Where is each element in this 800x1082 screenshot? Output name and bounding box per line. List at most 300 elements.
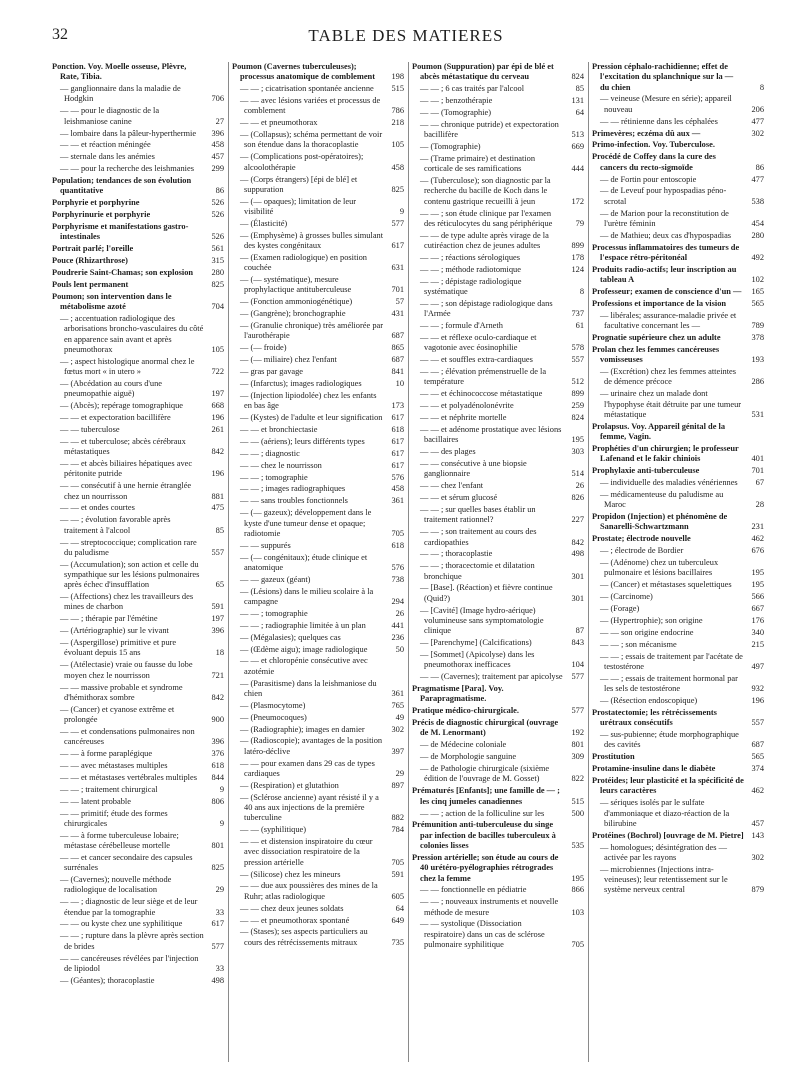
index-entry-text: — (Hypertrophie); son origine <box>600 615 703 625</box>
index-entry-text: — (Adénome) chez un tuberculeux pulmonaire et lésions bacillaires <box>600 558 719 578</box>
index-entry-page: 33 <box>215 907 224 917</box>
index-entry-page: 396 <box>211 626 224 636</box>
index-entry-text: Pression artérielle; son étude au cours de 40 urétéro-pyélographies rétrogrades chez la femme <box>412 852 559 883</box>
index-entry-text: — (Respiration) et glutathion <box>240 780 339 790</box>
index-entry-text: — — et cancer secondaire des capsules surrénales <box>60 852 193 873</box>
index-entry <box>412 265 584 275</box>
index-entry-text: Précis de diagnostic chirurgical (ouvrage de M. Lenormant) <box>412 718 559 738</box>
index-entry-page: 531 <box>751 409 764 419</box>
index-entry <box>232 484 404 494</box>
index-entry-text: Porphyrisme et manifestations gastro-intestinales <box>52 222 189 242</box>
index-entry-text: — — primitif; étude des formes chirurgicales <box>60 808 168 828</box>
index-entry-page: 176 <box>751 615 764 625</box>
index-entry-text: Poumon (Suppuration) par épi de blé et abcès métastatique du cerveau <box>412 62 554 82</box>
index-entry-page: 87 <box>575 626 584 636</box>
index-entry-page: 397 <box>391 746 404 756</box>
index-entry-text: — — due aux poussières des mines de la Ruhr; atlas radiologique <box>240 881 378 901</box>
index-entry-text: Professeur; examen de conscience d'un — <box>592 287 742 297</box>
index-entry-page: 309 <box>571 752 584 762</box>
index-entry <box>412 706 584 716</box>
index-entry-page: 578 <box>571 343 584 353</box>
index-entry-text: Protéines (Bochrol) [ouvrage de M. Pietre] <box>592 830 744 840</box>
index-entry-page: 932 <box>751 684 764 694</box>
index-entry <box>412 142 584 152</box>
index-entry-text: — — ; essais de traitement par l'acétate de testostérone <box>600 651 743 671</box>
index-entry-page: 259 <box>571 401 584 411</box>
index-entry-page: 722 <box>211 367 224 377</box>
index-entry-page: 18 <box>215 648 224 658</box>
index-entry <box>52 875 224 896</box>
index-entry-text: — (Radioscopie); avantages de la position latéro-déclive <box>240 736 383 756</box>
index-entry <box>52 831 224 852</box>
index-entry <box>232 275 404 296</box>
index-entry-page: 605 <box>391 891 404 901</box>
index-entry-text: — gras par gavage <box>240 367 304 377</box>
index-entry <box>52 268 224 278</box>
index-entry-text: — — (aériens); leurs différents types <box>240 436 365 446</box>
index-entry <box>412 154 584 175</box>
index-entry-page: 64 <box>575 107 584 117</box>
index-entry-page: 301 <box>571 593 584 603</box>
index-entry-page: 687 <box>751 740 764 750</box>
index-entry-page: 617 <box>211 919 224 929</box>
index-entry <box>592 580 764 590</box>
index-entry-page: 899 <box>571 241 584 251</box>
index-entry <box>52 797 224 807</box>
index-entry <box>52 638 224 659</box>
index-entry <box>52 705 224 726</box>
index-entry-text: — — et expectoration bacillifère <box>60 413 171 423</box>
index-entry-text: — — ; images radiographiques <box>240 484 346 494</box>
index-entry-text: — (Carcinome) <box>600 592 653 602</box>
index-entry-page: 561 <box>211 244 224 254</box>
index-entry-text: — (Complications post-opératoires); alcoolothérapie <box>240 152 364 172</box>
index-entry-page: 57 <box>395 297 404 307</box>
index-entry-page: 687 <box>391 355 404 365</box>
index-entry-page: 825 <box>211 863 224 873</box>
index-entry <box>592 422 764 443</box>
index-entry <box>592 592 764 602</box>
index-entry-page: 801 <box>571 740 584 750</box>
index-entry <box>232 609 404 619</box>
index-entry-page: 462 <box>751 534 764 544</box>
index-entry <box>52 379 224 400</box>
index-entry-page: 86 <box>755 162 764 172</box>
index-entry-page: 477 <box>751 116 764 126</box>
index-entry-page: 301 <box>571 571 584 581</box>
index-entry-text: — (Œdème aigu); image radiologique <box>240 644 368 654</box>
index-entry-page: 218 <box>391 118 404 128</box>
index-entry <box>52 626 224 636</box>
index-entry-text: — microbiennes (Injections intra-veineuses); leur retentissement sur le système nerveux central <box>600 864 728 895</box>
index-entry-page: 526 <box>211 198 224 208</box>
index-entry-text: — — ou kyste chez une syphilitique <box>60 919 183 929</box>
index-entry <box>412 752 584 762</box>
index-entry-text: — (Abcès); repérage tomographique <box>60 401 184 411</box>
index-entry-page: 172 <box>571 196 584 206</box>
index-entry-text: — — sans troubles fonctionnels <box>240 496 348 506</box>
index-entry-text: — (Plasmocytome) <box>240 700 306 710</box>
index-entry-text: — — et abcès biliaires hépatiques avec péritonite putride <box>60 459 193 479</box>
index-entry <box>412 209 584 230</box>
index-entry-page: 458 <box>391 484 404 494</box>
index-entry <box>52 176 224 197</box>
index-entry-text: — — systolique (Dissociation respiratoire) dans un cas de sclérose pulmonaire syphilitique <box>420 919 545 950</box>
index-entry-text: — — et néphrite mortelle <box>420 413 507 423</box>
index-entry-text: — (Atélectasie) vraie ou fausse du lobe moyen chez le nourrisson <box>60 660 193 680</box>
index-entry <box>232 553 404 574</box>
index-entry-page: 361 <box>391 496 404 506</box>
index-entry <box>592 299 764 309</box>
index-entry-page: 565 <box>751 752 764 762</box>
index-entry <box>412 820 584 851</box>
index-entry-page: 49 <box>395 712 404 722</box>
index-entry-page: 124 <box>571 264 584 274</box>
index-entry-text: — — ; action de la folliculine sur les <box>420 808 545 818</box>
index-entry <box>52 280 224 290</box>
index-entry-page: 841 <box>391 367 404 377</box>
index-entry <box>592 534 764 544</box>
index-entry-text: — sus-pubienne; étude morphographique des cavités <box>600 730 739 750</box>
index-entry-page: 826 <box>571 493 584 503</box>
index-entry <box>592 231 764 241</box>
index-entry-page: 566 <box>751 592 764 602</box>
index-entry <box>412 672 584 682</box>
index-entry-text: Primo-infection. Voy. Tuberculose. <box>592 140 715 150</box>
index-entry <box>592 546 764 556</box>
index-entry-page: 431 <box>391 309 404 319</box>
index-entry-page: 454 <box>751 218 764 228</box>
index-entry-text: — (Gangrène); bronchographie <box>240 309 346 319</box>
index-entry-page: 193 <box>751 355 764 365</box>
index-entry-page: 577 <box>211 941 224 951</box>
index-entry-text: — — tuberculose <box>60 424 120 434</box>
index-entry-text: — — son origine endocrine <box>600 627 694 637</box>
index-entry-page: 302 <box>391 724 404 734</box>
index-entry <box>232 633 404 643</box>
index-entry-page: 178 <box>571 252 584 262</box>
index-entry <box>232 309 404 319</box>
index-entry <box>412 389 584 399</box>
index-entry-page: 457 <box>211 152 224 162</box>
index-entry-text: — (Forage) <box>600 604 640 614</box>
index-entry-page: 444 <box>571 164 584 174</box>
index-entry <box>232 253 404 274</box>
index-entry <box>232 781 404 791</box>
index-entry-page: 822 <box>571 774 584 784</box>
index-entry-text: — — ; méthode radiotomique <box>420 264 521 274</box>
index-column-2 <box>232 62 404 1062</box>
index-entry-text: Ponction. Voy. Moelle osseuse, Plèvre, Rate, Tibia. <box>52 62 187 82</box>
index-entry-text: — (Tomographie) <box>420 142 481 152</box>
index-entry-text: — — ; thoracectomie et dilatation bronchique <box>420 561 535 581</box>
index-entry-page: 378 <box>751 333 764 343</box>
index-entry-page: 67 <box>755 478 764 488</box>
index-entry-page: 9 <box>219 784 224 794</box>
index-entry-page: 701 <box>751 466 764 476</box>
index-entry <box>232 449 404 459</box>
index-entry-page: 676 <box>751 546 764 556</box>
index-entry-text: — (Sclérose ancienne) ayant résisté il y a 40 ans aux injections de la première tuberculine <box>240 792 379 823</box>
index-entry <box>412 684 584 705</box>
index-entry-text: — de Morphologie sanguine <box>420 752 517 762</box>
index-entry <box>592 764 764 774</box>
index-entry <box>52 437 224 458</box>
index-entry-page: 196 <box>751 696 764 705</box>
index-entry-page: 9 <box>219 818 224 828</box>
index-entry-text: Porphyrie et porphyrine <box>52 198 140 208</box>
index-entry-text: — — de type adulte après virage de la cutiréaction chez de jeunes adultes <box>420 230 549 251</box>
index-entry <box>232 152 404 173</box>
index-entry-text: — (Infarctus); images radiologiques <box>240 379 362 388</box>
index-entry <box>592 287 764 297</box>
index-entry <box>592 478 764 488</box>
index-entry-page: 374 <box>751 764 764 774</box>
index-entry-page: 50 <box>395 644 404 654</box>
index-entry-page: 526 <box>211 210 224 220</box>
index-entry <box>232 379 404 389</box>
index-entry-page: 143 <box>751 830 764 840</box>
index-entry <box>592 209 764 230</box>
index-entry-page: 10 <box>395 379 404 388</box>
index-entry-page: 897 <box>391 780 404 790</box>
index-entry <box>412 606 584 637</box>
index-entry-text: Processus inflammatoires des tumeurs de l'espace rétro-péritonéal <box>592 242 740 262</box>
index-entry-page: 865 <box>391 343 404 353</box>
index-entry-text: — (Mégalasies); quelques cas <box>240 632 341 642</box>
index-entry-page: 131 <box>571 96 584 106</box>
index-entry <box>232 84 404 94</box>
index-entry <box>412 401 584 411</box>
index-entry <box>232 679 404 700</box>
index-entry-page: 26 <box>395 608 404 618</box>
index-entry <box>592 604 764 614</box>
index-entry <box>232 437 404 447</box>
index-entry-page: 376 <box>211 749 224 759</box>
index-entry-text: Prostate; électrode nouvelle <box>592 534 691 544</box>
index-entry-text: — (Excrétion) chez les femmes atteintes de démence précoce <box>600 367 737 387</box>
index-entry <box>52 244 224 254</box>
index-entry-page: 401 <box>751 454 764 464</box>
index-entry <box>412 493 584 503</box>
index-entry-page: 196 <box>211 413 224 423</box>
index-entry-text: — — et pneumothorax <box>240 118 318 128</box>
index-entry-page: 195 <box>571 873 584 883</box>
index-entry <box>232 725 404 735</box>
index-entry-text: Prolan chez les femmes cancéreuses vomisseuses <box>592 344 720 365</box>
index-entry-text: Produits radio-actifs; leur inscription au tableau A <box>592 264 737 285</box>
index-entry-text: — — à forme tuberculeuse lobaire; métastase cérébelleuse mortelle <box>60 830 179 851</box>
index-entry <box>412 885 584 895</box>
index-entry <box>592 752 764 762</box>
index-entry <box>592 466 764 476</box>
index-entry <box>52 106 224 127</box>
index-entry-text: — — ; thoracoplastie <box>420 549 493 559</box>
page-header <box>52 26 760 52</box>
index-entry-text: — — ; benzothérapie <box>420 96 493 106</box>
index-entry-page: 227 <box>571 515 584 525</box>
index-entry-text: — (— gazeux); développement dans le kyste d'une tumeur dense et opaque; radiotomie <box>240 508 372 538</box>
index-entry <box>232 96 404 117</box>
index-entry-text: — — et réflexe oculo-cardiaque et vagotonie avec éosinophilie <box>420 333 537 353</box>
index-entry <box>412 355 584 365</box>
index-entry <box>412 549 584 559</box>
index-entry-text: — — suppurés <box>240 540 291 550</box>
index-entry <box>232 130 404 151</box>
index-entry-text: — — ; réactions sérologiques <box>420 252 521 262</box>
index-entry-text: — — ; essais de traitement hormonal par les sels de testostérone <box>600 673 738 694</box>
index-entry <box>232 297 404 307</box>
index-entry <box>52 503 224 513</box>
index-entry <box>232 837 404 868</box>
index-entry-text: — — ; radiographie limitée à un plan <box>240 620 366 630</box>
index-entry <box>232 621 404 631</box>
index-entry <box>52 931 224 952</box>
index-entry-page: 197 <box>211 389 224 399</box>
index-entry <box>592 140 764 150</box>
index-entry-page: 565 <box>751 298 764 308</box>
running-title: TABLE DES MATIERES <box>308 26 504 45</box>
index-entry-page: 668 <box>211 401 224 411</box>
index-entry-page: 28 <box>755 500 764 510</box>
index-entry-text: — — pour le diagnostic de la leishmaniose canine <box>60 106 160 126</box>
index-entry <box>52 425 224 435</box>
index-entry-text: — — ; cicatrisation spontanée ancienne <box>240 84 374 94</box>
index-columns <box>52 62 772 1062</box>
index-entry-text: — (Pneumocoques) <box>240 712 307 722</box>
index-entry-text: Primevères; eczéma dû aux — <box>592 128 701 138</box>
index-entry-text: — — et tuberculose; abcès cérébraux métastatiques <box>60 436 186 457</box>
index-entry <box>232 231 404 252</box>
index-entry-text: — (Parasitisme) dans la leishmaniose du chien <box>240 678 377 698</box>
index-entry <box>592 696 764 706</box>
index-entry-text: — médicamenteuse du paludisme au Maroc <box>600 489 724 510</box>
index-entry <box>52 357 224 378</box>
index-entry-text: — (Élasticité) <box>240 218 288 228</box>
index-entry-text: — — ; rupture dans la plèvre après section de brides <box>60 931 204 951</box>
index-entry-text: — sternale dans les anémies <box>60 152 155 162</box>
index-entry-page: 557 <box>751 718 764 728</box>
index-entry-page: 617 <box>391 436 404 446</box>
index-entry-page: 192 <box>571 728 584 738</box>
index-entry-page: 492 <box>751 252 764 262</box>
index-entry <box>412 638 584 648</box>
index-entry-text: — (— systématique), mesure prophylactique antituberculeuse <box>240 275 352 295</box>
index-entry-page: 102 <box>751 275 764 285</box>
index-entry <box>52 749 224 759</box>
index-entry-text: — (Radiographie); images en damier <box>240 724 365 734</box>
index-entry-page: 900 <box>211 715 224 724</box>
index-entry-text: — de Mathieu; deux cas d'hypospadias <box>600 230 732 240</box>
index-entry-text: Prémunition anti-tuberculeuse du singe par infection de bacilles tuberculeux à colonies lisses <box>412 820 556 851</box>
index-entry-page: 784 <box>391 825 404 835</box>
index-entry-page: 165 <box>751 287 764 297</box>
index-entry-text: Prostatectomie; les rétrécissements urétraux consécutifs <box>592 707 717 728</box>
index-entry <box>592 652 764 673</box>
index-entry <box>232 587 404 608</box>
index-entry-page: 105 <box>211 344 224 354</box>
index-entry-page: 215 <box>751 639 764 649</box>
index-entry <box>52 560 224 591</box>
index-entry <box>592 776 764 797</box>
index-entry-page: 881 <box>211 491 224 501</box>
index-entry <box>412 447 584 457</box>
index-entry-text: — — ; thérapie par l'émétine <box>60 614 158 624</box>
index-entry <box>592 444 764 465</box>
index-entry <box>52 210 224 220</box>
index-entry-text: — de Pathologie chirurgicale (sixième édition de l'ouvrage de M. Gosset) <box>420 764 550 784</box>
index-entry <box>52 773 224 783</box>
index-entry <box>232 645 404 655</box>
index-entry-page: 195 <box>751 580 764 590</box>
index-entry <box>592 345 764 366</box>
index-entry <box>232 881 404 902</box>
index-entry <box>232 496 404 506</box>
index-entry-text: — (Emphysème) à grosses bulles simulant des kystes congénitaux <box>240 230 384 251</box>
index-entry-text: — de Médecine coloniale <box>420 740 507 750</box>
index-entry-text: Pratique médico-chirurgicale. <box>412 706 519 716</box>
index-entry-page: 824 <box>571 413 584 423</box>
index-entry-text: Pouce (Rhizarthrose) <box>52 256 128 266</box>
index-entry <box>592 94 764 115</box>
index-entry-page: 786 <box>391 106 404 116</box>
index-entry-text: — — gazeux (géant) <box>240 574 311 584</box>
index-entry <box>52 515 224 536</box>
index-entry-page: 195 <box>751 568 764 578</box>
index-entry-text: — [Parenchyme] (Calcifications) <box>420 638 532 648</box>
index-entry-page: 61 <box>575 321 584 331</box>
index-entry-page: 705 <box>571 940 584 950</box>
index-entry-page: 526 <box>211 232 224 242</box>
index-entry-page: 842 <box>571 537 584 547</box>
index-entry-page: 649 <box>391 915 404 925</box>
index-entry-text: — (— miliaire) chez l'enfant <box>240 355 337 365</box>
index-entry-text: — (Granulie chronique) très améliorée par l'aurothérapie <box>240 321 384 341</box>
index-entry-text: — (Fonction ammoniogénétique) <box>240 297 353 307</box>
index-entry <box>52 481 224 502</box>
index-entry-page: 361 <box>391 688 404 698</box>
index-entry-page: 64 <box>395 903 404 913</box>
index-entry-page: 457 <box>751 818 764 828</box>
index-entry <box>592 798 764 829</box>
index-entry <box>52 614 224 624</box>
index-entry <box>412 253 584 263</box>
index-entry <box>52 401 224 411</box>
index-entry-page: 866 <box>571 885 584 895</box>
index-entry-page: 538 <box>751 196 764 206</box>
index-entry-page: 497 <box>751 661 764 671</box>
index-entry-text: — — chez l'enfant <box>420 481 484 491</box>
index-entry-page: 512 <box>571 377 584 387</box>
index-entry <box>52 761 224 771</box>
index-entry-text: — (Cancer) et métastases squelettiques <box>600 580 732 590</box>
index-entry-text: — — consécutif à une hernie étranglée chez un nourrisson <box>60 481 192 501</box>
index-entry-page: 302 <box>751 852 764 862</box>
index-entry-text: — [Cavité] (Image hydro-aérique) volumineuse sans symptomatologie clinique <box>420 605 544 636</box>
index-entry-text: — — ; évolution favorable après traitement à l'alcool <box>60 515 171 535</box>
index-entry-page: 498 <box>571 549 584 559</box>
index-entry-text: — — et souffles extra-cardiaques <box>420 355 533 365</box>
index-entry-page: 236 <box>391 632 404 642</box>
page-number: 32 <box>52 26 68 43</box>
index-entry <box>592 186 764 207</box>
index-entry <box>412 718 584 739</box>
index-entry-text: Prolapsus. Voy. Appareil génital de la femme, Vagin. <box>592 421 726 442</box>
index-entry-text: — urinaire chez un malade dont l'hypophyse était détruite par une tumeur métastatique <box>600 389 742 419</box>
index-entry-page: 103 <box>571 907 584 917</box>
index-entry-text: — (Tuberculose); son diagnostic par la recherche du bacille de Koch dans le contenu gastrique recueilli à jeun <box>420 176 551 206</box>
index-entry-text: — homologues; désintégration des — activée par les rayons <box>600 842 728 862</box>
